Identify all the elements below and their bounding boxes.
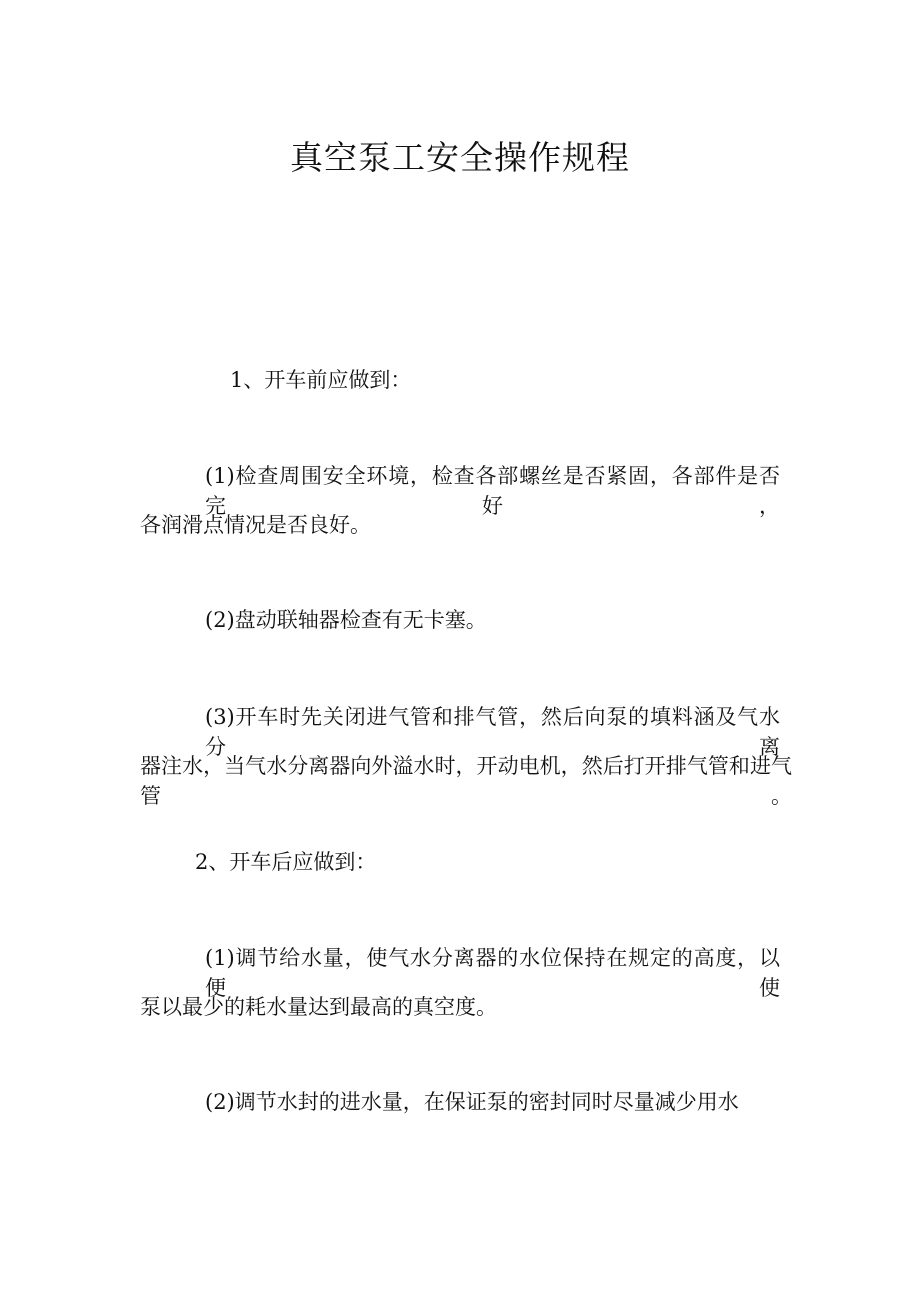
section-heading-2: 2、开车后应做到： — [195, 850, 377, 874]
paragraph-4-line-2: 泵以最少的耗水量达到最高的真空度。 — [140, 995, 497, 1019]
paragraph-4-line-1: (1)调节给水量，使气水分离器的水位保持在规定的高度，以便使 — [205, 946, 780, 1000]
paragraph-2-line-1: (2)盘动联轴器检查有无卡塞。 — [205, 608, 487, 632]
paragraph-3-line-2: 器注水，当气水分离器向外溢水时，开动电机，然后打开排气管和进气管。 — [140, 754, 792, 808]
paragraph-1-line-2: 各润滑点情况是否良好。 — [140, 513, 371, 537]
section-heading-1: 1、开车前应做到： — [230, 368, 412, 392]
paragraph-1-line-1: (1)检查周围安全环境，检查各部螺丝是否紧固，各部件是否完好， — [205, 464, 780, 518]
document-title: 真空泵工安全操作规程 — [290, 138, 630, 177]
paragraph-3-line-1: (3)开车时先关闭进气管和排气管，然后向泵的填料涵及气水分离 — [205, 705, 780, 759]
paragraph-5-line-1: (2)调节水封的进水量，在保证泵的密封同时尽量减少用水 — [205, 1090, 739, 1114]
